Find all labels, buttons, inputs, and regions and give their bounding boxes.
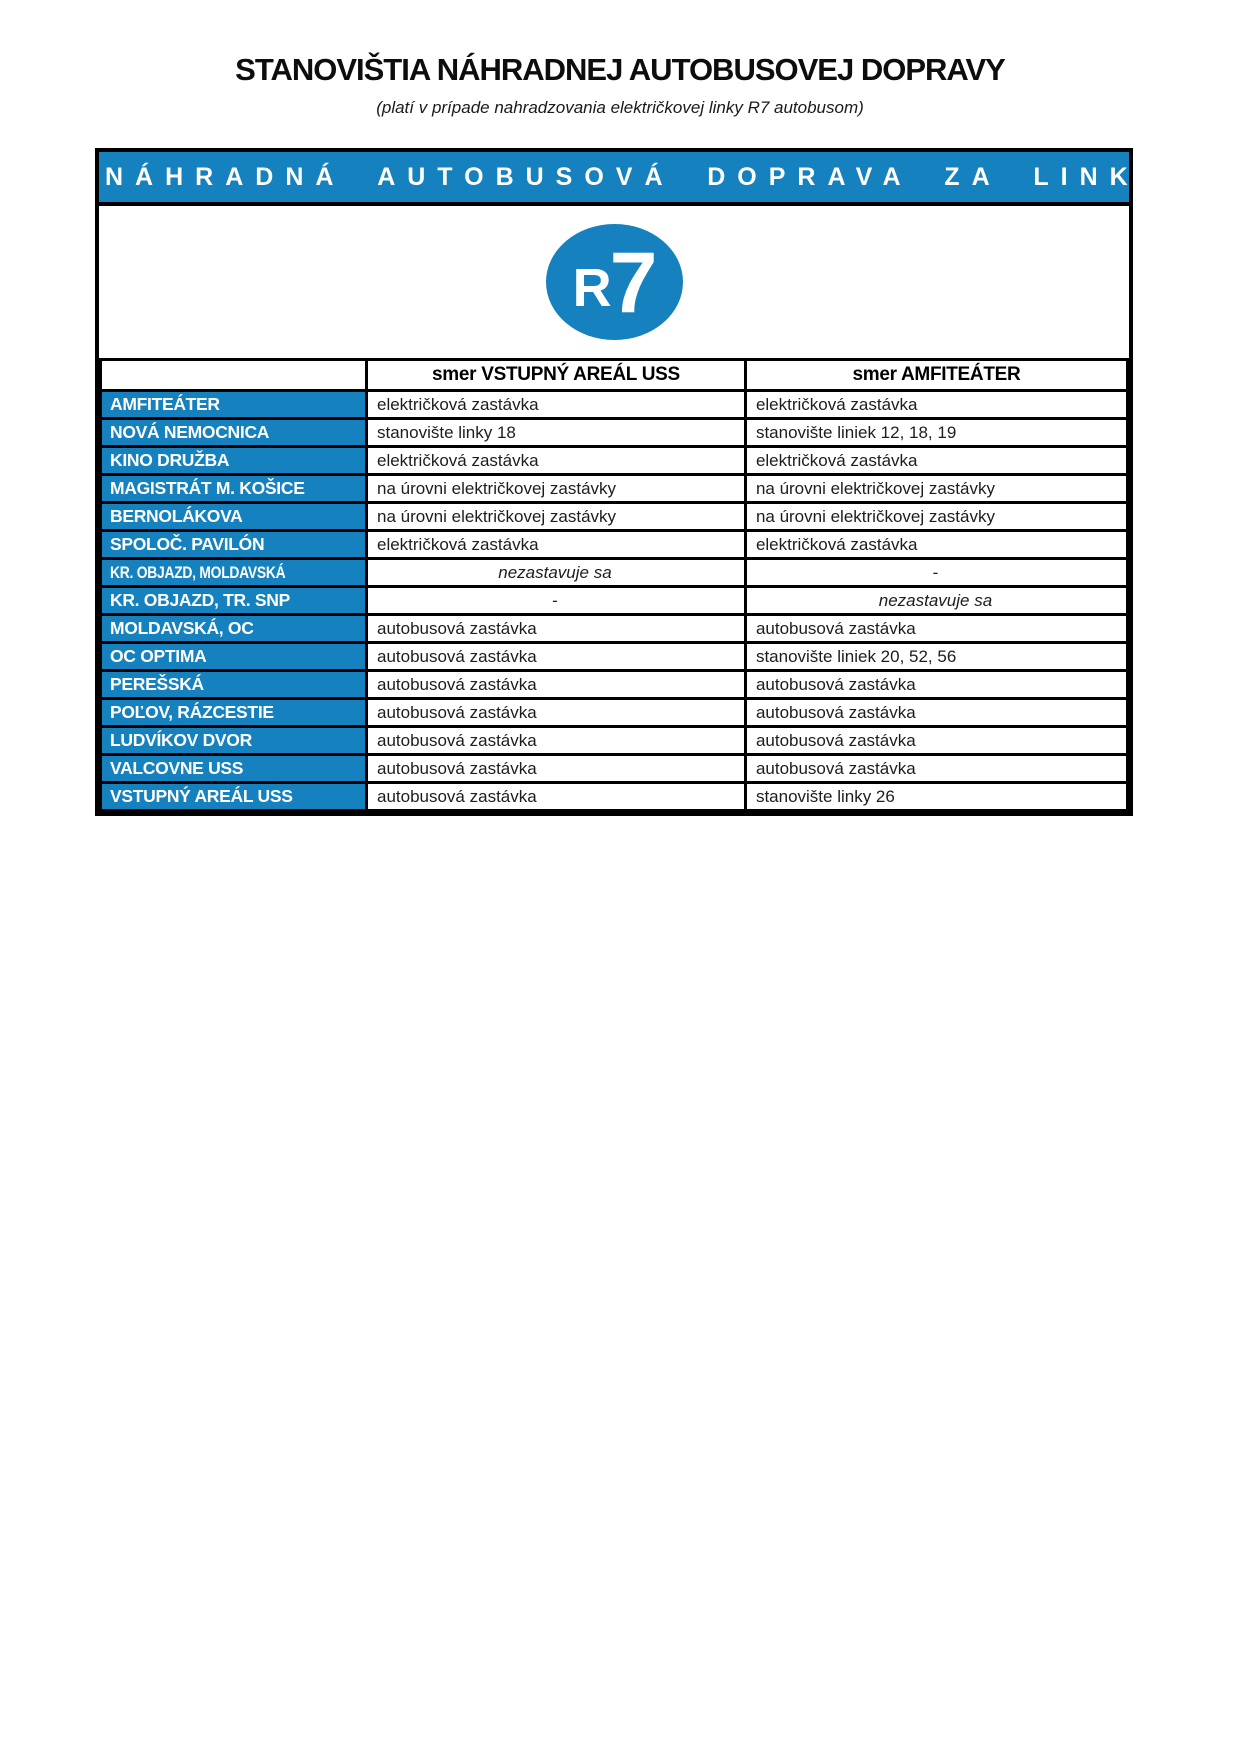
stop-name-cell xyxy=(101,475,367,503)
stop-name-cell xyxy=(101,643,367,671)
stop-name-cell xyxy=(101,671,367,699)
corner-header-cell xyxy=(101,360,367,391)
stop-row xyxy=(101,531,1128,559)
direction2-cell: stanovište liniek 12, 18, 19 xyxy=(745,419,1127,447)
direction2-cell: autobusová zastávka xyxy=(745,755,1127,783)
stop-row xyxy=(101,475,1128,503)
direction1-cell: - xyxy=(366,587,745,615)
stop-row xyxy=(101,503,1128,531)
stop-name-label: KINO DRUŽBA xyxy=(110,450,230,470)
stop-name-cell xyxy=(101,727,367,755)
stop-row xyxy=(101,587,1128,615)
stop-name-label: BERNOLÁKOVA xyxy=(110,506,243,526)
stop-name-cell xyxy=(101,559,367,587)
stop-name-cell xyxy=(101,531,367,559)
direction2-cell: autobusová zastávka xyxy=(745,699,1127,727)
notice-board xyxy=(95,148,1170,816)
banner xyxy=(99,152,1170,206)
stop-row xyxy=(101,755,1128,783)
stop-name-cell xyxy=(101,615,367,643)
direction1-cell: autobusová zastávka xyxy=(366,643,745,671)
stop-row xyxy=(101,643,1128,671)
stops-table-body xyxy=(101,391,1128,811)
logo-area xyxy=(99,206,1129,358)
direction1-cell: na úrovni električkovej zastávky xyxy=(366,475,745,503)
direction2-cell: autobusová zastávka xyxy=(745,615,1127,643)
stop-row xyxy=(101,447,1128,475)
direction1-cell: autobusová zastávka xyxy=(366,755,745,783)
stop-name-cell xyxy=(101,503,367,531)
stop-name-label: KR. OBJAZD, TR. SNP xyxy=(110,590,291,610)
stop-name-label: SPOLOČ. PAVILÓN xyxy=(110,534,265,554)
stop-name-cell xyxy=(101,419,367,447)
direction2-cell: električková zastávka xyxy=(745,391,1127,419)
stop-name-cell xyxy=(101,783,367,811)
page-title: STANOVIŠTIA NÁHRADNEJ AUTOBUSOVEJ DOPRAVY xyxy=(235,52,1005,87)
direction2-cell: nezastavuje sa xyxy=(745,587,1127,615)
stop-name-label: POĽOV, RÁZCESTIE xyxy=(110,702,274,722)
stop-name-cell xyxy=(101,447,367,475)
direction1-cell: na úrovni električkovej zastávky xyxy=(366,503,745,531)
badge-number: 7 xyxy=(609,235,656,331)
direction1-header: smer VSTUPNÝ AREÁL USS xyxy=(366,360,745,391)
direction2-header: smer AMFITEÁTER xyxy=(745,360,1127,391)
stop-row xyxy=(101,391,1128,419)
direction1-cell: stanovište linky 18 xyxy=(366,419,745,447)
direction2-cell: - xyxy=(745,559,1127,587)
stop-name-label: MOLDAVSKÁ, OC xyxy=(110,618,254,638)
direction1-cell: autobusová zastávka xyxy=(366,783,745,811)
stop-name-label: VSTUPNÝ AREÁL USS xyxy=(110,786,293,806)
stop-name-label: AMFITEÁTER xyxy=(110,394,220,414)
stop-row xyxy=(101,699,1128,727)
direction1-cell: autobusová zastávka xyxy=(366,727,745,755)
direction1-cell: električková zastávka xyxy=(366,531,745,559)
page-subtitle: (platí v prípade nahradzovania električkovej linky R7 autobusom) xyxy=(376,98,864,117)
stop-name-cell xyxy=(101,699,367,727)
direction2-cell: na úrovni električkovej zastávky xyxy=(745,475,1127,503)
stop-name-label: PEREŠSKÁ xyxy=(110,674,204,694)
direction2-cell: na úrovni električkovej zastávky xyxy=(745,503,1127,531)
direction1-cell: autobusová zastávka xyxy=(366,699,745,727)
stop-name-cell xyxy=(101,587,367,615)
direction1-cell: autobusová zastávka xyxy=(366,671,745,699)
table-header-row xyxy=(101,360,1128,391)
stop-row xyxy=(101,419,1128,447)
direction2-cell: električková zastávka xyxy=(745,447,1127,475)
stop-row xyxy=(101,671,1128,699)
stop-row xyxy=(101,559,1128,587)
stop-row xyxy=(101,615,1128,643)
stop-name-cell xyxy=(101,755,367,783)
stop-name-label: OC OPTIMA xyxy=(110,646,207,666)
direction2-cell: stanovište liniek 20, 52, 56 xyxy=(745,643,1127,671)
direction1-cell: autobusová zastávka xyxy=(366,615,745,643)
direction1-cell: električková zastávka xyxy=(366,447,745,475)
stop-row xyxy=(101,783,1128,811)
direction2-cell: električková zastávka xyxy=(745,531,1127,559)
stop-name-label: MAGISTRÁT M. KOŠICE xyxy=(110,478,305,498)
direction2-cell: autobusová zastávka xyxy=(745,671,1127,699)
stop-name-label: KR. OBJAZD, MOLDAVSKÁ xyxy=(110,564,286,582)
direction2-cell: stanovište linky 26 xyxy=(745,783,1127,811)
banner-label: NÁHRADNÁ AUTOBUSOVÁ DOPRAVA ZA LINKU xyxy=(105,163,1170,191)
stop-row xyxy=(101,727,1128,755)
stop-name-label: VALCOVNE USS xyxy=(110,758,244,778)
direction1-cell: nezastavuje sa xyxy=(366,559,745,587)
stops-table xyxy=(99,358,1129,812)
direction2-cell: autobusová zastávka xyxy=(745,727,1127,755)
badge-letter: R xyxy=(572,258,610,318)
stop-name-label: LUDVÍKOV DVOR xyxy=(110,730,252,750)
r7-line-badge-icon xyxy=(546,224,683,340)
direction1-cell: električková zastávka xyxy=(366,391,745,419)
stop-name-label: NOVÁ NEMOCNICA xyxy=(110,422,270,442)
stop-name-cell xyxy=(101,391,367,419)
